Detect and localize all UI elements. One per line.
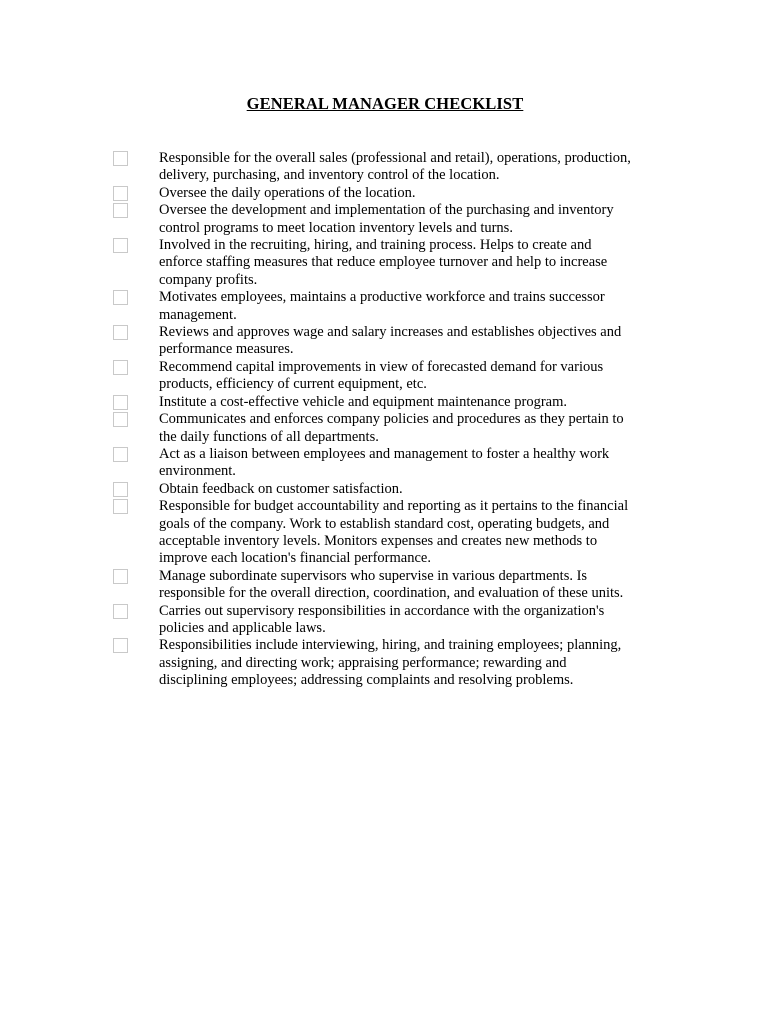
checkbox[interactable] <box>113 604 128 619</box>
checkbox[interactable] <box>113 395 128 410</box>
checklist-item-text: Oversee the development and implementation of the purchasing and inventory control programs to meet location inventory levels and turns. <box>159 202 614 236</box>
checkbox[interactable] <box>113 447 128 462</box>
checklist-item <box>112 185 672 202</box>
checkbox[interactable] <box>113 638 128 653</box>
page-title: GENERAL MANAGER CHECKLIST <box>246 94 524 113</box>
checklist-item <box>112 289 672 324</box>
checklist-item <box>112 394 672 411</box>
checkbox[interactable] <box>113 186 128 201</box>
checklist-item <box>112 498 672 568</box>
checklist-item-text: Recommend capital improvements in view of forecasted demand for various products, efficiency of current equipment, etc. <box>159 358 604 393</box>
checklist-item <box>112 603 672 638</box>
checklist-item <box>112 411 672 446</box>
checkbox[interactable] <box>113 412 128 427</box>
checklist-item-text: Reviews and approves wage and salary increases and establishes objectives and performance measures. <box>159 324 622 358</box>
checklist-item-text: Obtain feedback on customer satisfaction. <box>159 480 403 497</box>
checklist-item-text: Communicates and enforces company policies and procedures as they pertain to the daily functions of all departments. <box>159 411 624 445</box>
checklist-item <box>112 481 672 498</box>
checkbox[interactable] <box>113 325 128 340</box>
checklist-item <box>112 202 672 237</box>
checkbox[interactable] <box>113 499 128 514</box>
checkbox[interactable] <box>113 569 128 584</box>
checkbox[interactable] <box>113 203 128 218</box>
checklist-item <box>112 150 672 185</box>
checklist-item <box>112 446 672 481</box>
checklist-item-text: Motivates employees, maintains a productive workforce and trains successor management. <box>159 289 605 323</box>
checklist-item-text: Institute a cost-effective vehicle and equipment maintenance program. <box>159 393 567 410</box>
checklist-item-text: Carries out supervisory responsibilities in accordance with the organization's policies and applicable laws. <box>159 602 605 636</box>
checklist-item <box>112 359 672 394</box>
checkbox[interactable] <box>113 360 128 375</box>
checklist-item <box>112 324 672 359</box>
checkbox[interactable] <box>113 482 128 497</box>
checkbox[interactable] <box>113 151 128 166</box>
checkbox[interactable] <box>113 290 128 305</box>
checklist-item-text: Oversee the daily operations of the location. <box>159 184 416 201</box>
checkbox[interactable] <box>113 238 128 253</box>
checklist-item-text: Involved in the recruiting, hiring, and training process. Helps to create and enforce staffing measures that reduce employee turnover and help to increase company profits. <box>159 237 608 288</box>
checklist-item <box>112 637 672 689</box>
checklist-item-text: Responsible for the overall sales (professional and retail), operations, production, delivery, purchasing, and inventory control of the location. <box>159 150 631 184</box>
checklist-item-text: Act as a liaison between employees and management to foster a healthy work environment. <box>159 445 610 480</box>
checklist <box>112 150 672 690</box>
checklist-item-text: Responsible for budget accountability and reporting as it pertains to the financial goals of the company. Work to establish standard cost, operating budgets, and acceptable inventory levels. Monitors expenses and creates new methods to improve each location's financial performance. <box>159 498 629 567</box>
checklist-item-text: Manage subordinate supervisors who supervise in various departments. Is responsible for the overall direction, coordination, and evaluation of these units. <box>159 567 624 602</box>
checklist-item <box>112 237 672 289</box>
checklist-item <box>112 568 672 603</box>
checklist-item-text: Responsibilities include interviewing, hiring, and training employees; planning, assigning, and directing work; appraising performance; rewarding and disciplining employees; addressing complaints and resolving problems. <box>159 637 622 689</box>
